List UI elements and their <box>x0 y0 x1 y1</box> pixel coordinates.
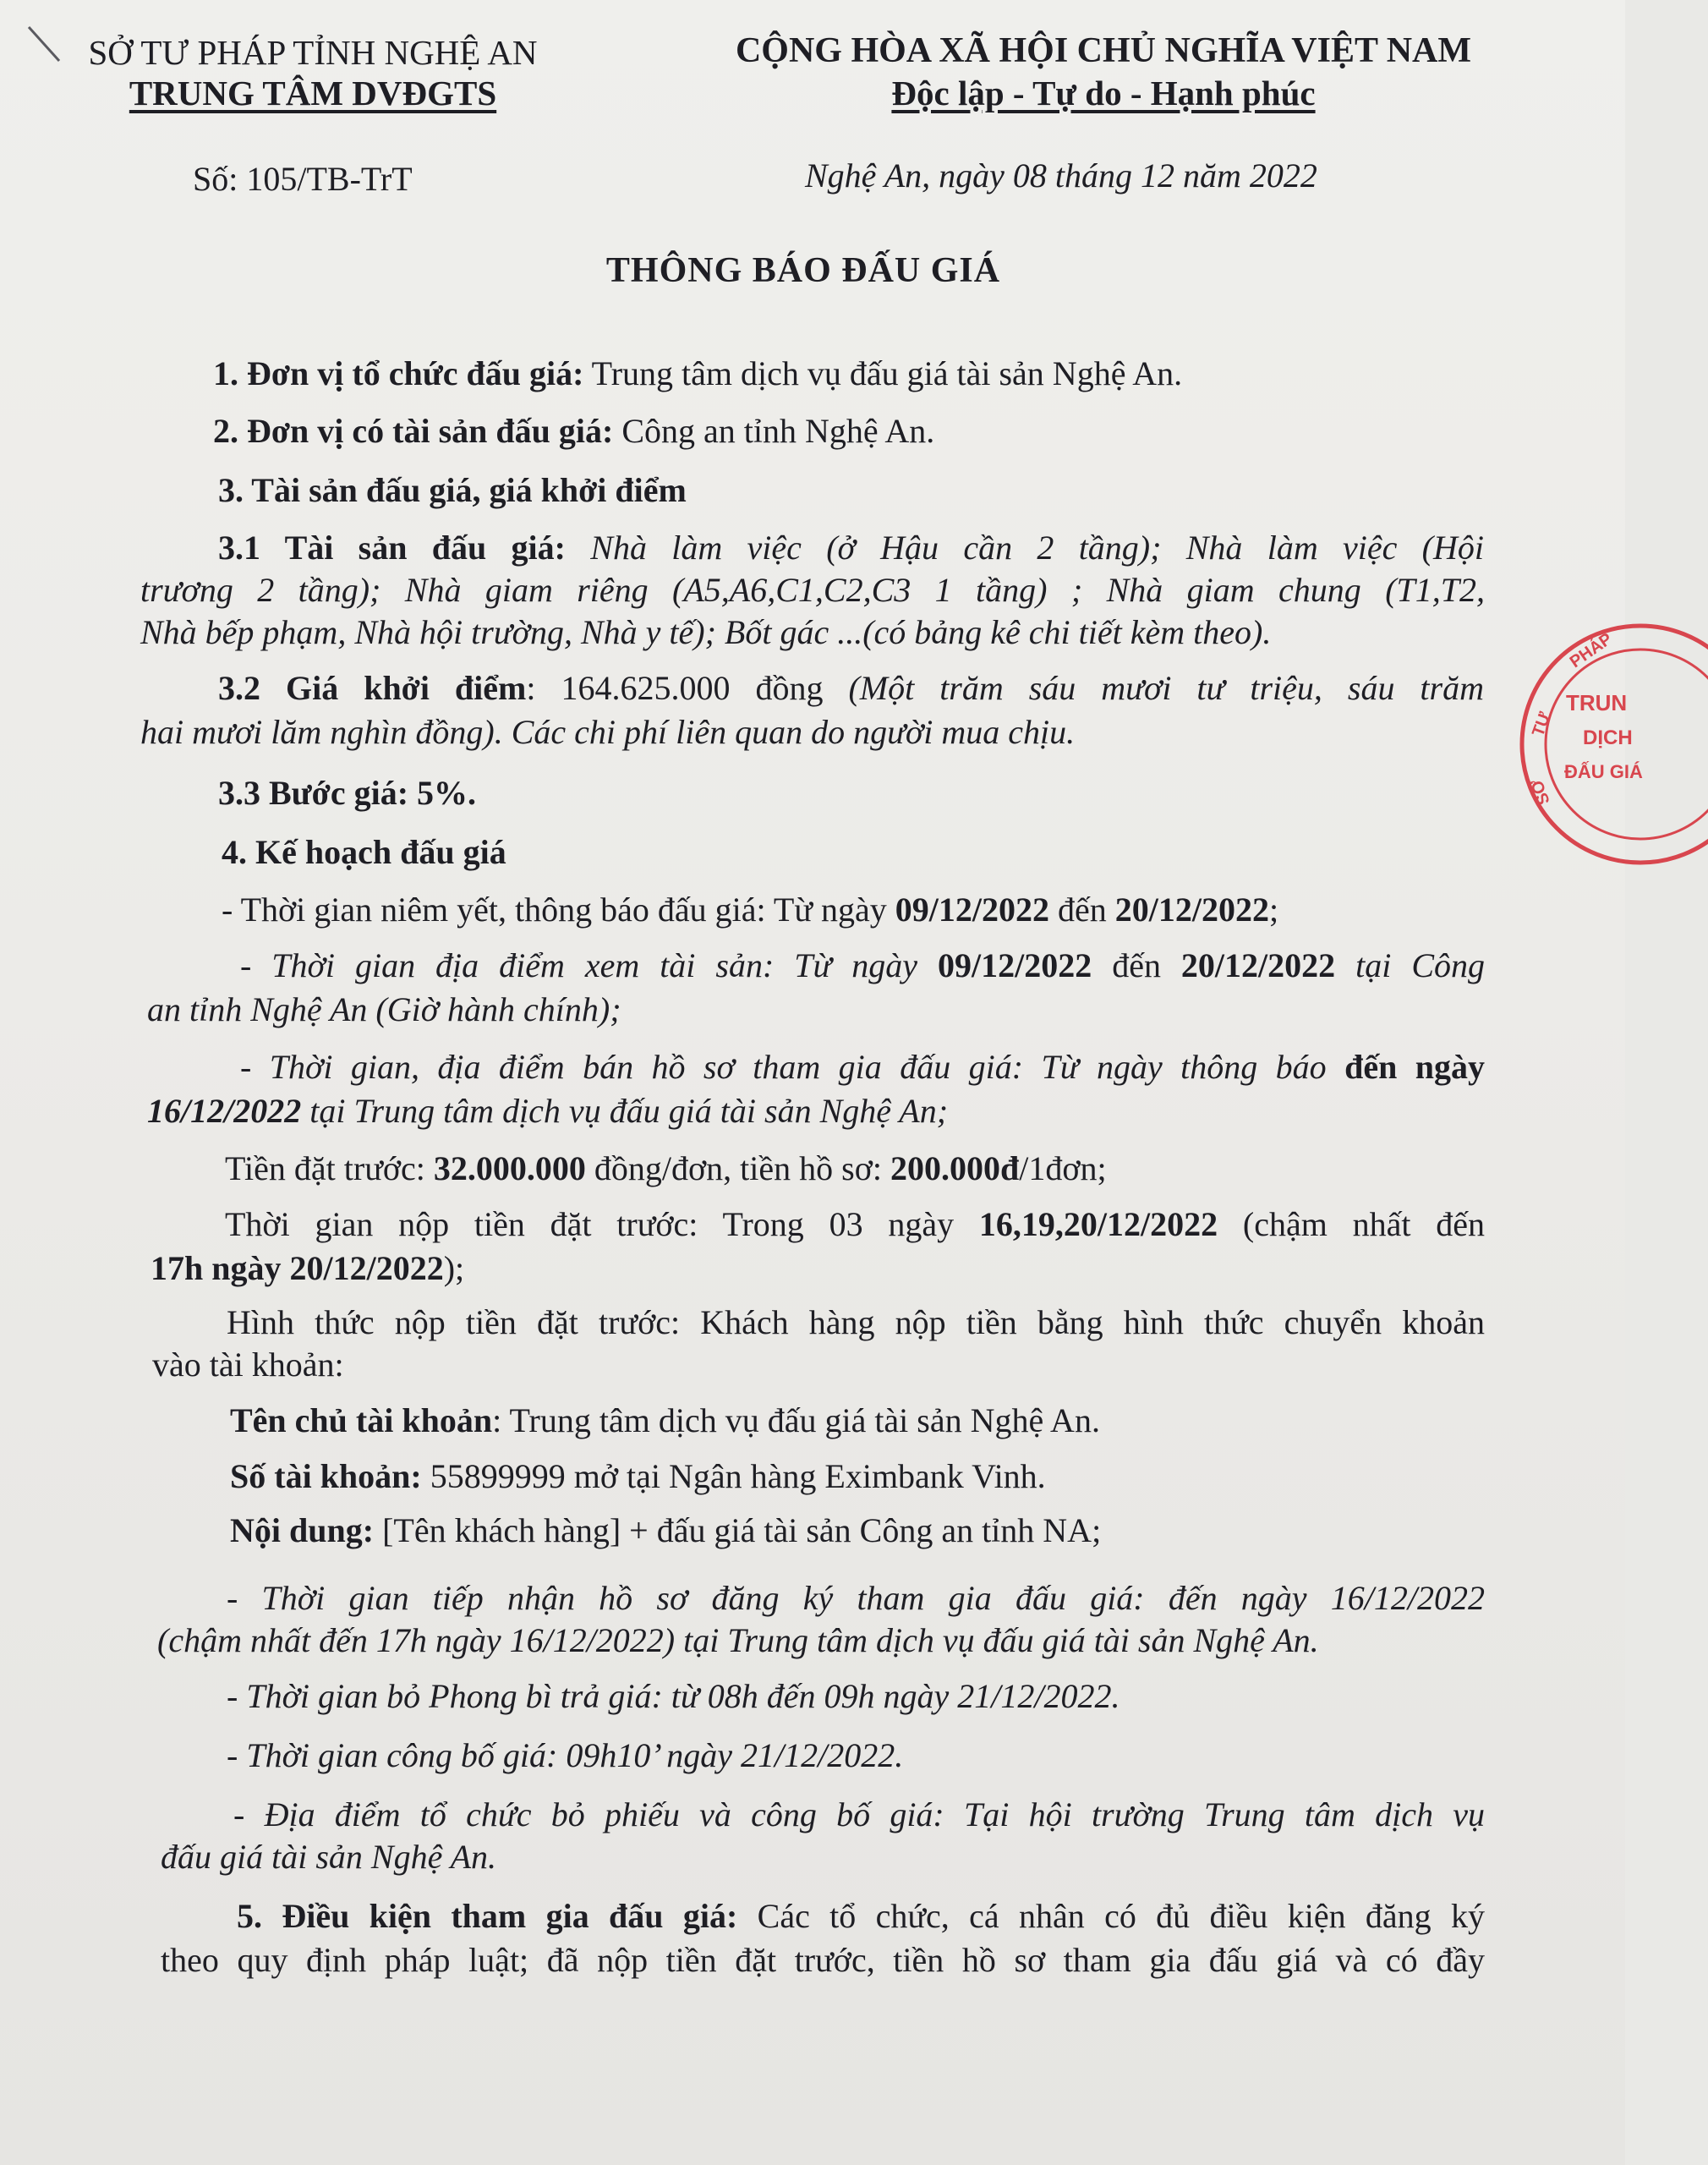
section-1 <box>213 354 1182 394</box>
listing-end-date: 20/12/2022 <box>1114 891 1269 929</box>
viewing-period-line-1 <box>240 945 1485 986</box>
dossier-fee-value: 200.000đ <box>890 1149 1020 1187</box>
viewing-end-date: 20/12/2022 <box>1180 946 1336 984</box>
section-3-2-line-1 <box>218 668 1484 709</box>
listing-start-date: 09/12/2022 <box>895 891 1049 929</box>
section-2 <box>213 411 934 452</box>
bid-envelope-time: - Thời gian bỏ Phong bì trả giá: từ 08h đến 09h ngày 21/12/2022. <box>227 1677 1120 1715</box>
deposit-time-line-1 <box>225 1204 1485 1245</box>
viewing-to: đến <box>1092 946 1181 984</box>
section-3-2-colon: : <box>526 669 536 707</box>
stamp-text-dich: DỊCH <box>1583 726 1633 749</box>
registration-line-1: - Thời gian tiếp nhận hồ sơ đăng ký tham gia đấu giá: đến ngày 16/12/2022 <box>227 1579 1485 1617</box>
account-number-value: 55899999 mở tại Ngân hàng Eximbank Vinh. <box>421 1457 1046 1495</box>
section-1-label: 1. Đơn vị tổ chức đấu giá: <box>213 354 584 392</box>
section-5-text: Các tổ chức, cá nhân có đủ điều kiện đăng ký <box>737 1897 1485 1935</box>
deposit-label: Tiền đặt trước: <box>225 1149 434 1187</box>
header-ministry: SỞ TƯ PHÁP TỈNH NGHỆ AN <box>88 33 538 72</box>
header-center-name: TRUNG TÂM DVĐGTS <box>129 74 497 112</box>
account-name-value: : Trung tâm dịch vụ đấu giá tài sản Nghệ An. <box>492 1401 1100 1439</box>
stamp-text-tu: TƯ <box>1529 710 1555 739</box>
stamp-text-so: SỞ <box>1527 776 1554 808</box>
account-number-label: Số tài khoản: <box>230 1457 422 1495</box>
account-name-label: Tên chủ tài khoản <box>230 1401 493 1439</box>
stamp-text-trung: TRUN <box>1566 690 1628 715</box>
deposit-time-text: Thời gian nộp tiền đặt trước: Trong 03 ngày <box>225 1205 979 1243</box>
section-4-heading: 4. Kế hoạch đấu giá <box>222 833 506 871</box>
transfer-content-value: [Tên khách hàng] + đấu giá tài sản Công an tỉnh NA; <box>374 1511 1102 1549</box>
transfer-content-label: Nội dung: <box>230 1511 375 1549</box>
dossier-sale-line-2 <box>147 1091 948 1132</box>
viewing-period-line-2: an tỉnh Nghệ An (Giờ hành chính); <box>147 990 621 1028</box>
listing-period-text: - Thời gian niêm yết, thông báo đấu giá: Từ ngày <box>222 891 895 929</box>
page-title: THÔNG BÁO ĐẤU GIÁ <box>605 251 1001 290</box>
section-1-text: Trung tâm dịch vụ đấu giá tài sản Nghệ An. <box>583 354 1183 392</box>
deposit-deadline-end: ); <box>443 1249 465 1287</box>
transfer-content <box>230 1510 1101 1551</box>
stamp-text-phap: PHÁP <box>1566 629 1616 672</box>
dossier-sale-text: - Thời gian, địa điểm bán hồ sơ tham gia đấu giá: Từ ngày thông báo <box>240 1048 1345 1086</box>
listing-end: ; <box>1269 891 1279 929</box>
deposit-amount <box>225 1148 1107 1189</box>
account-number <box>230 1456 1046 1497</box>
listing-to: đến <box>1049 891 1115 929</box>
dossier-fee-label: đồng/đơn, tiền hồ sơ: <box>585 1149 890 1187</box>
listing-period <box>222 890 1278 930</box>
section-5-label: 5. Điều kiện tham gia đấu giá: <box>237 1897 738 1935</box>
viewing-text: - Thời gian địa điểm xem tài sản: Từ ngày <box>240 946 938 984</box>
deposit-method-line-1: Hình thức nộp tiền đặt trước: Khách hàng nộp tiền bằng hình thức chuyển khoản <box>227 1303 1485 1341</box>
place-date: Nghệ An, ngày 08 tháng 12 năm 2022 <box>805 156 1317 195</box>
section-3-1-text: Nhà làm việc (ở Hậu cần 2 tầng); Nhà làm việc (Hội <box>565 529 1484 567</box>
section-3-2-line-2: hai mươi lăm nghìn đồng). Các chi phí liên quan do người mua chịu. <box>140 713 1076 751</box>
section-3-heading: 3. Tài sản đấu giá, giá khởi điểm <box>218 471 687 509</box>
dossier-fee-unit: /1đơn; <box>1019 1149 1107 1187</box>
price-announcement-time: - Thời gian công bố giá: 09h10’ ngày 21/12/2022. <box>227 1736 904 1774</box>
venue-line-1: - Địa điểm tổ chức bỏ phiếu và công bố giá: Tại hội trường Trung tâm dịch vụ <box>233 1795 1485 1833</box>
starting-price-words: (Một trăm sáu mươi tư triệu, sáu trăm <box>848 669 1484 707</box>
red-stamp <box>1505 617 1708 871</box>
section-5-line-2: theo quy định pháp luật; đã nộp tiền đặt trước, tiền hồ sơ tham gia đấu giá và có đầy <box>161 1941 1485 1979</box>
header-motto: Độc lập - Tự do - Hạnh phúc <box>891 74 1316 112</box>
deposit-time-line-2 <box>151 1248 464 1289</box>
dossier-sale-place: tại Trung tâm dịch vụ đấu giá tài sản Nghệ An; <box>301 1092 949 1130</box>
starting-price-amount: 164.625.000 đồng <box>535 669 849 707</box>
stamp-text-dau-gia: ĐẤU GIÁ <box>1564 761 1643 782</box>
section-3-1-label: 3.1 Tài sản đấu giá: <box>218 529 566 567</box>
registration-line-2: (chậm nhất đến 17h ngày 16/12/2022) tại Trung tâm dịch vụ đấu giá tài sản Nghệ An. <box>157 1621 1319 1659</box>
section-3-3: 3.3 Bước giá: 5%. <box>218 774 477 812</box>
deposit-dates: 16,19,20/12/2022 <box>978 1205 1218 1243</box>
section-2-label: 2. Đơn vị có tài sản đấu giá: <box>213 412 614 450</box>
viewing-start-date: 09/12/2022 <box>938 946 1092 984</box>
dossier-sale-deadline-date: 16/12/2022 <box>147 1092 302 1130</box>
venue-line-2: đấu giá tài sản Nghệ An. <box>161 1838 497 1876</box>
deposit-deadline-intro: (chậm nhất đến <box>1218 1205 1485 1243</box>
section-3-1-line-1 <box>218 528 1484 568</box>
deposit-value: 32.000.000 <box>433 1149 586 1187</box>
section-3-1-line-2: trương 2 tầng); Nhà giam riêng (A5,A6,C1,C2,C3 1 tầng) ; Nhà giam chung (T1,T2, <box>140 571 1485 609</box>
document-number: Số: 105/TB-TrT <box>193 160 413 198</box>
section-2-text: Công an tỉnh Nghệ An. <box>613 412 935 450</box>
section-3-1-line-3: Nhà bếp phạm, Nhà hội trường, Nhà y tế); Bốt gác ...(có bảng kê chi tiết kèm theo). <box>140 613 1272 651</box>
account-name <box>230 1400 1100 1441</box>
deposit-method-line-2: vào tài khoản: <box>152 1346 344 1384</box>
header-republic: CỘNG HÒA XÃ HỘI CHỦ NGHĨA VIỆT NAM <box>735 31 1472 70</box>
viewing-place: tại Công <box>1335 946 1485 984</box>
deposit-deadline: 17h ngày 20/12/2022 <box>151 1249 444 1287</box>
section-5-line-1 <box>237 1896 1485 1937</box>
section-3-2-label: 3.2 Giá khởi điểm <box>218 669 527 707</box>
dossier-sale-deadline-label: đến ngày <box>1344 1048 1485 1086</box>
dossier-sale-line-1 <box>240 1047 1485 1088</box>
